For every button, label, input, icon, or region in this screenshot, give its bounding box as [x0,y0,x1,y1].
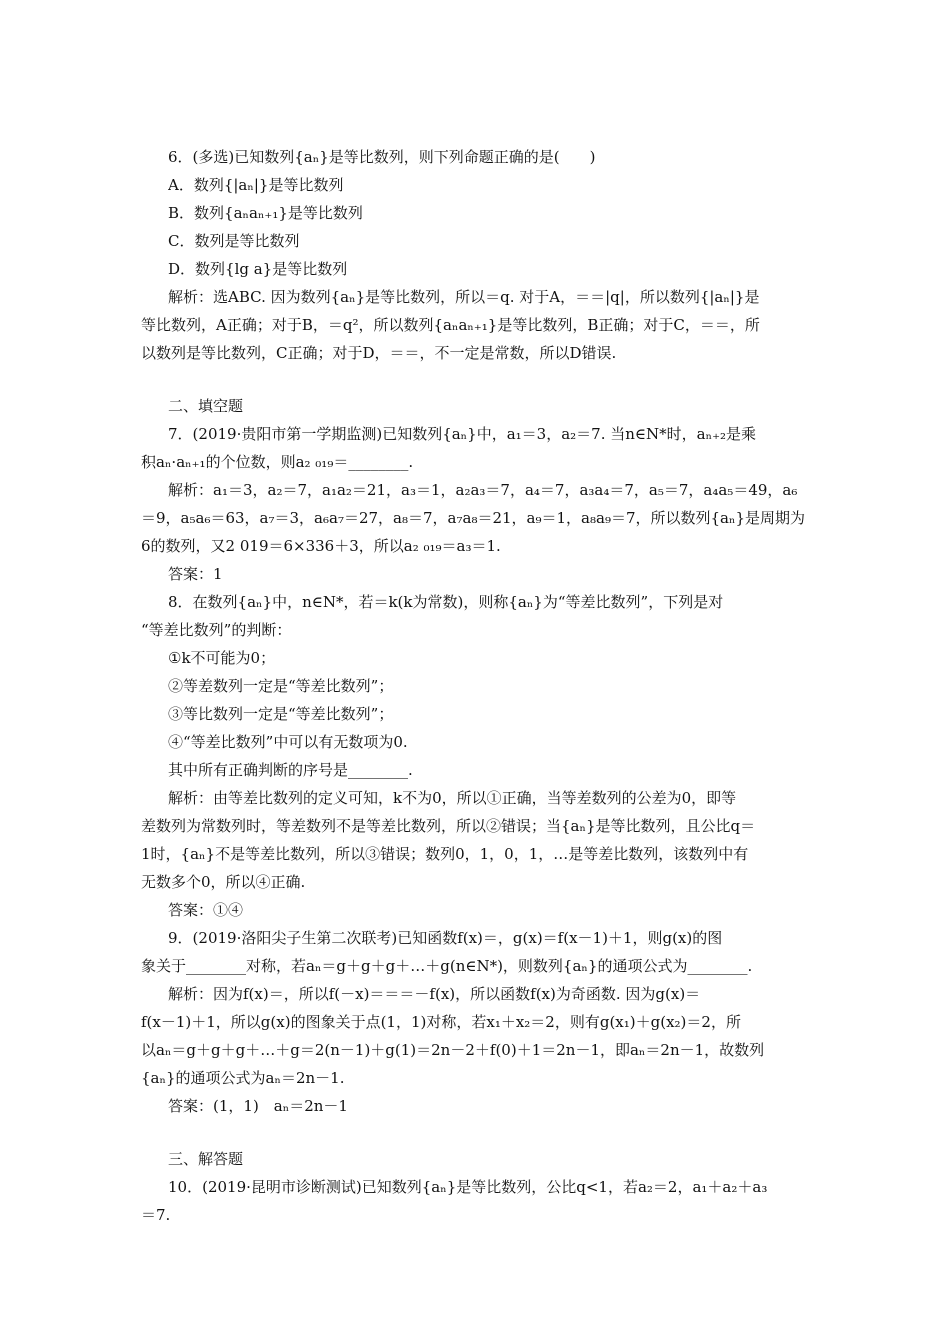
text-line: 解析：a₁＝3，a₂＝7，a₁a₂＝21，a₃＝1，a₂a₃＝7，a₄＝7，a₃a₄＝7，a₅＝7，a₄a₅＝49，a₆ [168,481,798,499]
text-line: 三、解答题 [168,1150,244,1168]
text-line: 解析：由等差比数列的定义可知，k不为0，所以①正确，当等差数列的公差为0，即等 [168,789,737,807]
text-line: {aₙ}的通项公式为aₙ＝2n－1. [141,1069,345,1087]
text-line: 以数列是等比数列，C正确；对于D，＝＝，不一定是常数，所以D错误. [141,344,617,362]
text-line: 8．在数列{aₙ}中，n∈N*，若＝k(k为常数)，则称{aₙ}为“等差比数列”，下列是对 [168,593,724,611]
text-line: ＝9，a₅a₆＝63，a₇＝3，a₆a₇＝27，a₈＝7，a₇a₈＝21，a₉＝1，a₈a₉＝7，所以数列{aₙ}是周期为 [141,509,806,527]
text-line: 等比数列，A正确；对于B，＝q²，所以数列{aₙaₙ₊₁}是等比数列，B正确；对于C，＝＝，所 [141,316,760,334]
text-line: ②等差数列一定是“等差比数列”； [168,677,394,695]
text-line: ④“等差比数列”中可以有无数项为0. [168,733,408,751]
text-line: 答案：(1，1) aₙ＝2n－1 [168,1097,348,1115]
text-line: 二、填空题 [168,397,244,415]
text-line: 7．(2019·贵阳市第一学期监测)已知数列{aₙ}中，a₁＝3，a₂＝7. 当n∈N*时，aₙ₊₂是乘 [168,425,756,443]
text-line: ＝7. [141,1206,171,1224]
text-line: ①k不可能为0； [168,649,276,667]
text-line: 解析：因为f(x)＝，所以f(－x)＝＝＝－f(x)，所以函数f(x)为奇函数. 因为g(x)＝ [168,985,701,1003]
text-line: C．数列是等比数列 [168,232,300,250]
text-line: 其中所有正确判断的序号是________. [168,761,413,779]
text-line: f(x－1)＋1，所以g(x)的图象关于点(1，1)对称，若x₁＋x₂＝2，则有g(x₁)＋g(x₂)＝2，所 [141,1013,741,1031]
text-line: 6．(多选)已知数列{aₙ}是等比数列，则下列命题正确的是( ) [168,148,596,166]
text-line: 象关于________对称，若aₙ＝g＋g＋g＋…＋g(n∈N*)，则数列{aₙ}的通项公式为________. [141,957,753,975]
text-line: 无数多个0，所以④正确. [141,873,306,891]
text-line: 以aₙ＝g＋g＋g＋…＋g＝2(n－1)＋g(1)＝2n－2＋f(0)＋1＝2n－1，即aₙ＝2n－1，故数列 [141,1041,765,1059]
text-line: 解析：选ABC. 因为数列{aₙ}是等比数列，所以＝q. 对于A，＝＝|q|，所以数列{|aₙ|}是 [168,288,760,306]
text-line: 答案：1 [168,565,223,583]
text-line: 答案：①④ [168,901,244,919]
text-line: D．数列{lg a}是等比数列 [168,260,348,278]
text-line: “等差比数列”的判断： [141,621,292,639]
text-line: 差数列为常数列时，等差数列不是等差比数列，所以②错误；当{aₙ}是等比数列，且公比q＝ [141,817,756,835]
text-line: 10．(2019·昆明市诊断测试)已知数列{aₙ}是等比数列，公比q<1，若a₂＝2，a₁＋a₂＋a₃ [168,1178,768,1196]
text-line: 6的数列，又2 019＝6×336＋3，所以a₂ ₀₁₉＝a₃＝1. [141,537,501,555]
text-line: ③等比数列一定是“等差比数列”； [168,705,394,723]
text-line: B．数列{aₙaₙ₊₁}是等比数列 [168,204,363,222]
text-line: 1时，{aₙ}不是等差比数列，所以③错误；数列0，1，0，1，…是等差比数列，该数列中有 [141,845,749,863]
text-line: A．数列{|aₙ|}是等比数列 [168,176,344,194]
text-line: 积aₙ·aₙ₊₁的个位数，则a₂ ₀₁₉＝________. [141,453,414,471]
text-line: 9．(2019·洛阳尖子生第二次联考)已知函数f(x)＝，g(x)＝f(x－1)＋1，则g(x)的图 [168,929,723,947]
